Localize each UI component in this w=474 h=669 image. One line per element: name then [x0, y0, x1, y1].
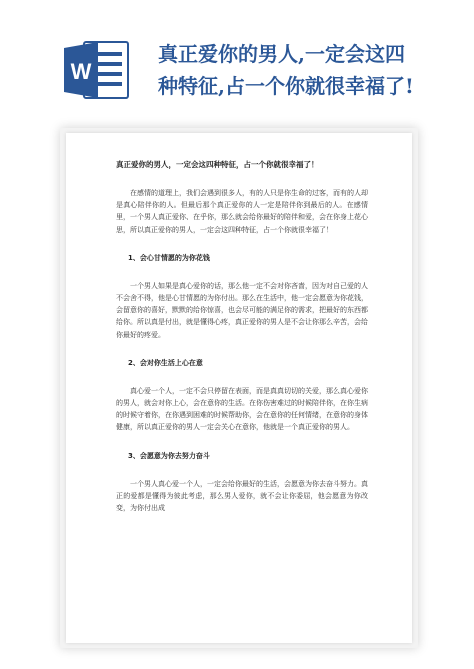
word-document-icon: [64, 40, 130, 100]
document-body: [116, 159, 368, 531]
section-heading: 3、会愿意为你去努力奋斗: [128, 451, 210, 460]
section-paragraph: 一个男人如果是真心爱你的话，那么他一定不会对你吝啬，因为对自己爱的人不会舍不得，他是心甘情愿的为你付出。那么在生活中，他一定会愿意为你花钱，会留意你的喜好，默默的给你惊喜，也会尽可能的满足你的需求，把最好的东西都给你。所以真是付出，就是懂得心疼，真正爱你的男人是不会让你那么辛苦，会给你最好的疼爱。: [116, 281, 368, 339]
section-paragraph: 真心爱一个人，一定不会只停留在表面，而是真真切切的关爱，那么真心爱你的男人，就会对你上心，会在意你的生活。在你伤害难过的时候陪伴你，在你生病的时候守着你，在你遇到困难的时候帮助你，会在意你的任何情绪，在意你的身体健康，所以真正爱你的男人一定会关心在意你，他就是一个真正爱你的男人。: [116, 386, 368, 432]
section-paragraph: 一个男人真心爱一个人，一定会给你最好的生活，会愿意为你去奋斗努力。真正的爱都是懂得为彼此考虑，那么男人爱你，就不会让你委屈，他会愿意为你改变，为你付出成: [116, 479, 368, 513]
title-line-1: 真正爱你的男人,一定会这四: [158, 42, 405, 66]
section-heading: 1、会心甘情愿的为你花钱: [128, 253, 210, 262]
svg-text:W: W: [70, 59, 92, 84]
intro-paragraph: 在感情的道理上，我们会遇到很多人，有的人只是你生命的过客，而有的人却是真心陪伴你的人。但最后那个真正爱你的人一定是陪伴你到最后的人。在感情里，一个男人真正爱你、在乎你，那么就会给你最好的陪伴和爱，会在你身上花心思，所以真正爱你的男人，一定会这四种特征，占一个你就很幸福了！: [116, 189, 368, 234]
section-heading: 2、会对你生活上心在意: [128, 358, 203, 367]
title-line-2: 种特征,占一个你就很幸福了!: [158, 74, 414, 98]
document-title: 真正爱你的男人，一定会这四种特征，占一个你就很幸福了！: [116, 160, 319, 169]
page-title: [158, 38, 458, 102]
document-page: [66, 133, 412, 643]
page-header: [0, 0, 474, 118]
